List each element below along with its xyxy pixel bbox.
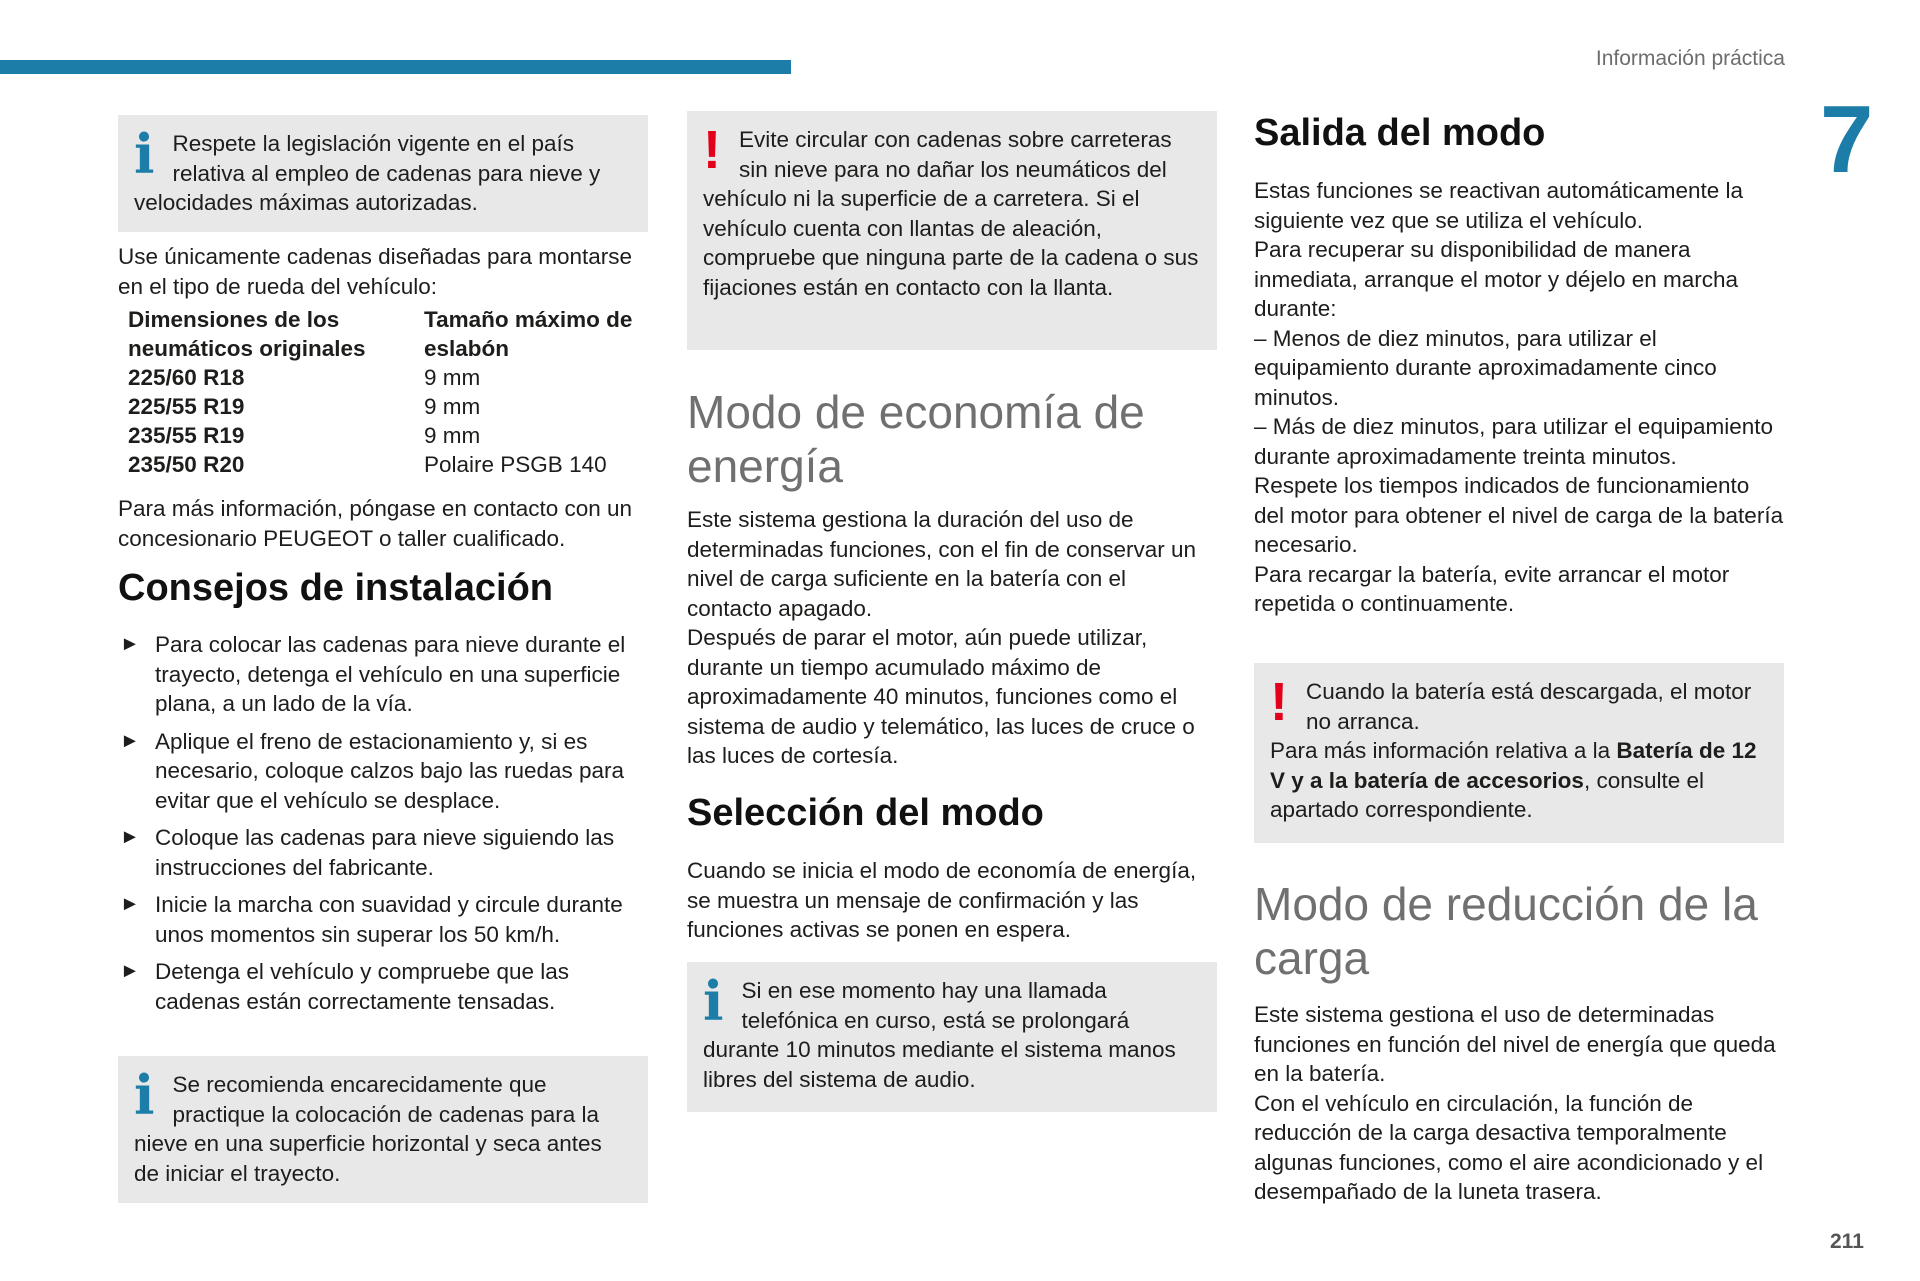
info-box-practice [118, 1056, 648, 1203]
installation-heading: Consejos de instalación [118, 567, 553, 609]
info-icon: i [134, 1063, 155, 1127]
warning-icon: ! [1270, 672, 1288, 732]
header-bar [0, 60, 791, 74]
mode-exit-body [1254, 176, 1784, 619]
info-text: Respete la legislación vigente en el país relativa al empleo de cadenas para nieve y velocidades máximas autorizadas. [134, 131, 601, 215]
load-reduction-body [1254, 1000, 1784, 1207]
list-item: ► Coloque las cadenas para nieve siguiendo las instrucciones del fabricante. [120, 825, 615, 880]
link-size: 9 mm [424, 423, 481, 448]
warning-text-2: Para más información relativa a la Batería de 12 V y a la batería de accesorios, consulte el apartado correspondiente. [1270, 738, 1757, 822]
load-reduction-p2: Con el vehículo en circulación, la función de reducción de la carga desactiva temporalmente algunas funciones, como el aire acondicionado y el desempañado de la luneta trasera. [1254, 1090, 1764, 1204]
installation-list [118, 630, 648, 1024]
table-header [118, 305, 634, 363]
page-number: 211 [1830, 1230, 1864, 1253]
mode-exit-p1: Estas funciones se reactivan automáticamente la siguiente vez que se utiliza el vehículo. [1254, 178, 1744, 233]
chains-intro: Use únicamente cadenas diseñadas para montarse en el tipo de rueda del vehículo: [118, 244, 633, 299]
battery-reference: Batería de 12 V y a la batería de accesorios [1270, 738, 1757, 793]
energy-economy-text-2: Después de parar el motor, aún puede utilizar, durante un tiempo acumulado máximo de aproximadamente 40 minutos, funciones como el sistema de audio y telemático, las luces de cruce o las luces de cortesía. [687, 625, 1195, 768]
arrow-icon: ► [120, 729, 140, 752]
arrow-icon: ► [120, 826, 140, 848]
link-size: Polaire PSGB 140 [424, 452, 607, 477]
more-info-text: Para más información, póngase en contacto con un concesionario PEUGEOT o taller cualificado. [118, 496, 633, 551]
chapter-number: 7 [1820, 86, 1874, 193]
mode-selection-heading: Selección del modo [687, 792, 1044, 834]
warning-icon: ! [703, 120, 721, 180]
list-item: ► Aplique el freno de estacionamiento y, si es necesario, coloque calzos bajo las ruedas para evitar que el vehículo se desplace. [120, 728, 625, 813]
list-item: ► Detenga el vehículo y compruebe que las cadenas están correctamente tensadas. [120, 959, 570, 1014]
mode-exit-heading: Salida del modo [1254, 112, 1546, 154]
section-title: Información práctica [1595, 47, 1785, 70]
load-reduction-heading: Modo de reducción de la carga [1254, 878, 1758, 984]
mode-exit-p3: – Menos de diez minutos, para utilizar el equipamiento durante aproximadamente cinco minutos. [1254, 325, 1717, 410]
warning-box-chains [687, 111, 1217, 350]
table-row [118, 450, 634, 479]
table-header-size: Dimensiones de los neumáticos originales [128, 307, 366, 361]
table-row [118, 392, 634, 421]
info-box-call [687, 962, 1217, 1112]
mode-exit-p5: Respete los tiempos indicados de funcionamiento del motor para obtener el nivel de carga de la batería necesario. [1254, 473, 1784, 557]
list-item: ► Inicie la marcha con suavidad y circule durante unos momentos sin superar los 50 km/h. [120, 892, 623, 947]
table-header-link: Tamaño máximo de eslabón [424, 307, 633, 361]
mode-exit-p2: Para recuperar su disponibilidad de manera inmediata, arranque el motor y déjelo en marcha durante: [1254, 237, 1739, 321]
load-reduction-p1: Este sistema gestiona el uso de determinadas funciones en función del nivel de energía que queda en la batería. [1254, 1002, 1776, 1086]
info-text: Se recomienda encarecidamente que practique la colocación de cadenas para la nieve en una superficie horizontal y seca antes de iniciar el trayecto. [134, 1072, 602, 1186]
chains-table [118, 305, 634, 479]
arrow-icon: ► [120, 893, 140, 915]
arrow-icon: ► [120, 633, 140, 655]
warning-text: Evite circular con cadenas sobre carreteras sin nieve para no dañar los neumáticos del vehículo ni la superficie de a carretera. Si el vehículo cuenta con llantas de aleación, compruebe que ninguna parte de la cadena o sus fijaciones están en contacto con la llanta. [703, 127, 1199, 300]
tire-size: 235/55 R19 [128, 423, 245, 448]
mode-exit-p4: – Más de diez minutos, para utilizar el equipamiento durante aproximadamente treinta minutos. [1254, 414, 1774, 469]
link-size: 9 mm [424, 394, 481, 419]
info-icon: i [703, 969, 724, 1033]
mode-exit-p6: Para recargar la batería, evite arrancar el motor repetida o continuamente. [1254, 561, 1730, 616]
arrow-icon: ► [120, 960, 140, 982]
energy-economy-text-1: Este sistema gestiona la duración del uso de determinadas funciones, con el fin de conservar un nivel de carga suficiente en la batería con el contacto apagado. [687, 507, 1197, 621]
table-row [118, 421, 634, 450]
tire-size: 225/55 R19 [128, 394, 245, 419]
warning-text-1: Cuando la batería está descargada, el motor no arranca. [1305, 679, 1752, 734]
tire-size: 235/50 R20 [128, 452, 245, 477]
info-icon: i [134, 122, 155, 186]
table-row [118, 363, 634, 392]
mode-selection-text: Cuando se inicia el modo de economía de energía, se muestra un mensaje de confirmación y las funciones activas se ponen en espera. [687, 858, 1197, 942]
link-size: 9 mm [424, 365, 481, 390]
info-box-legislation [118, 115, 648, 232]
energy-economy-heading: Modo de economía de energía [687, 386, 1145, 492]
info-text: Si en ese momento hay una llamada telefónica en curso, está se prolongará durante 10 minutos mediante el sistema manos libres del sistema de audio. [703, 978, 1176, 1092]
warning-box-battery [1254, 663, 1784, 843]
tire-size: 225/60 R18 [128, 365, 245, 390]
list-item: ► Para colocar las cadenas para nieve durante el trayecto, detenga el vehículo en una superficie plana, a un lado de la vía. [120, 632, 626, 716]
